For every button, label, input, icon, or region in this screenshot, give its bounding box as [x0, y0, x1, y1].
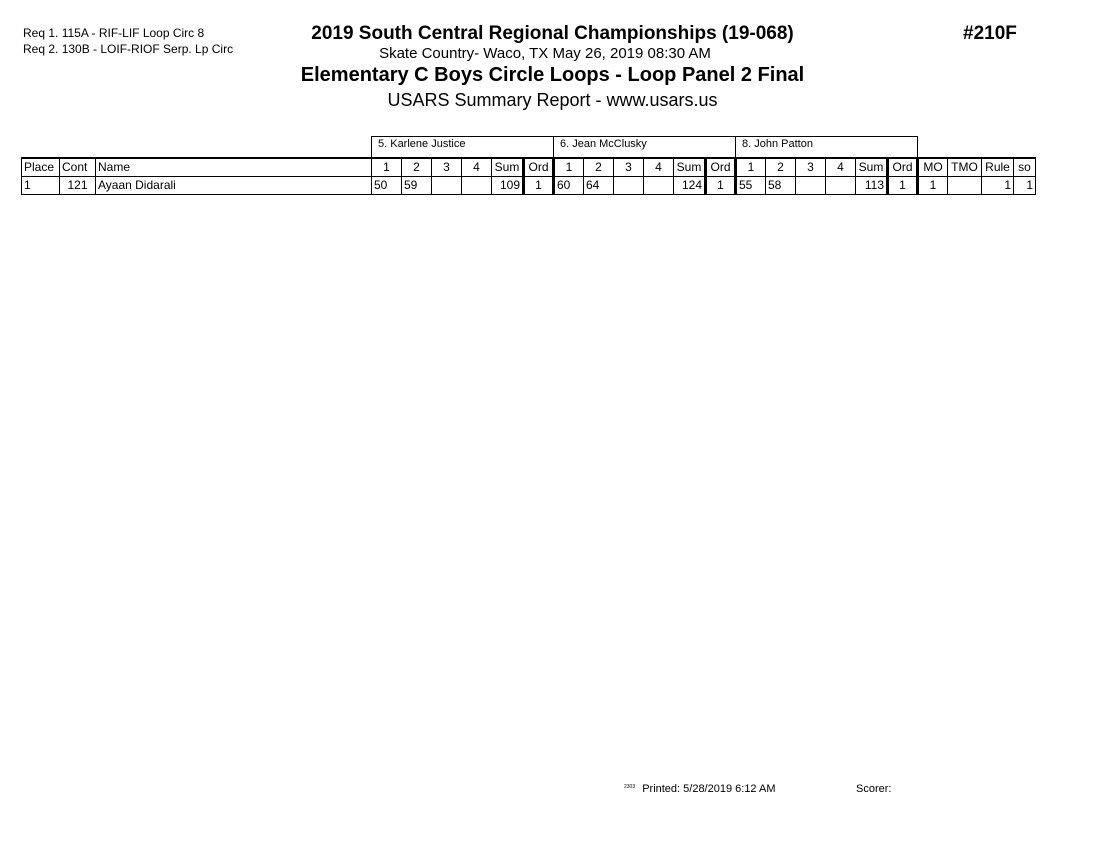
- cell-score: 60: [554, 177, 584, 195]
- col-name: Name: [96, 158, 372, 177]
- col-tmo: TMO: [948, 158, 982, 177]
- col-ord: Ord: [888, 158, 918, 177]
- cell-sum: 109: [492, 177, 524, 195]
- col-ord: Ord: [524, 158, 554, 177]
- footer-code: 2303: [624, 784, 636, 790]
- col-fig: 4: [644, 158, 674, 177]
- cell-score: [432, 177, 462, 195]
- footer-scorer: Scorer:: [856, 783, 892, 795]
- col-rule: Rule: [982, 158, 1014, 177]
- col-fig: 3: [796, 158, 826, 177]
- event-title: 2019 South Central Regional Championships (19-068): [311, 23, 794, 44]
- cell-ord: 1: [888, 177, 918, 195]
- printed-timestamp: Printed: 5/28/2019 6:12 AM: [642, 783, 776, 795]
- cell-rule: 1: [982, 177, 1014, 195]
- col-fig: 2: [766, 158, 796, 177]
- cell-score: [826, 177, 856, 195]
- footer-printed: [624, 783, 776, 795]
- event-number: #210F: [963, 23, 1017, 44]
- cell-sum: 124: [674, 177, 706, 195]
- cell-score: 64: [584, 177, 614, 195]
- col-place: Place: [22, 158, 60, 177]
- judges-spacer: [22, 137, 372, 159]
- requirement-1: Req 1. 115A - RIF-LIF Loop Circ 8: [23, 26, 205, 40]
- col-fig: 2: [402, 158, 432, 177]
- judge-name: 5. Karlene Justice: [372, 137, 554, 159]
- cell-place: 1: [22, 177, 60, 195]
- judges-spacer: [918, 137, 1036, 159]
- venue-date: Skate Country- Waco, TX May 26, 2019 08:30 AM: [379, 45, 711, 62]
- cell-ord: 1: [706, 177, 736, 195]
- col-fig: 4: [462, 158, 492, 177]
- cell-sum: 113: [856, 177, 888, 195]
- cell-score: [644, 177, 674, 195]
- table-row: [22, 177, 1036, 195]
- column-header-row: [22, 158, 1036, 177]
- report-title: USARS Summary Report - www.usars.us: [387, 90, 718, 110]
- col-sum: Sum: [492, 158, 524, 177]
- col-fig: 1: [736, 158, 766, 177]
- col-fig: 4: [826, 158, 856, 177]
- cell-score: 59: [402, 177, 432, 195]
- col-sum: Sum: [856, 158, 888, 177]
- judge-name: 8. John Patton: [736, 137, 918, 159]
- cell-score: [796, 177, 826, 195]
- col-sum: Sum: [674, 158, 706, 177]
- cell-cont: 121: [60, 177, 96, 195]
- cell-score: [462, 177, 492, 195]
- cell-score: 50: [372, 177, 402, 195]
- col-ord: Ord: [706, 158, 736, 177]
- col-fig: 1: [554, 158, 584, 177]
- cell-mo: 1: [918, 177, 948, 195]
- cell-ord: 1: [524, 177, 554, 195]
- cell-score: 55: [736, 177, 766, 195]
- cell-score: [614, 177, 644, 195]
- cell-score: 58: [766, 177, 796, 195]
- category-title: Elementary C Boys Circle Loops - Loop Panel 2 Final: [300, 64, 805, 86]
- col-fig: 2: [584, 158, 614, 177]
- col-fig: 1: [372, 158, 402, 177]
- cell-name: Ayaan Didarali: [96, 177, 372, 195]
- cell-tmo: [948, 177, 982, 195]
- requirement-2: Req 2. 130B - LOIF-RIOF Serp. Lp Circ: [23, 42, 234, 56]
- col-mo: MO: [918, 158, 948, 177]
- col-fig: 3: [614, 158, 644, 177]
- col-so: so: [1014, 158, 1036, 177]
- results-table: [21, 136, 1036, 195]
- col-fig: 3: [432, 158, 462, 177]
- col-cont: Cont: [60, 158, 96, 177]
- judges-row: [22, 137, 1036, 159]
- cell-so: 1: [1014, 177, 1036, 195]
- judge-name: 6. Jean McClusky: [554, 137, 736, 159]
